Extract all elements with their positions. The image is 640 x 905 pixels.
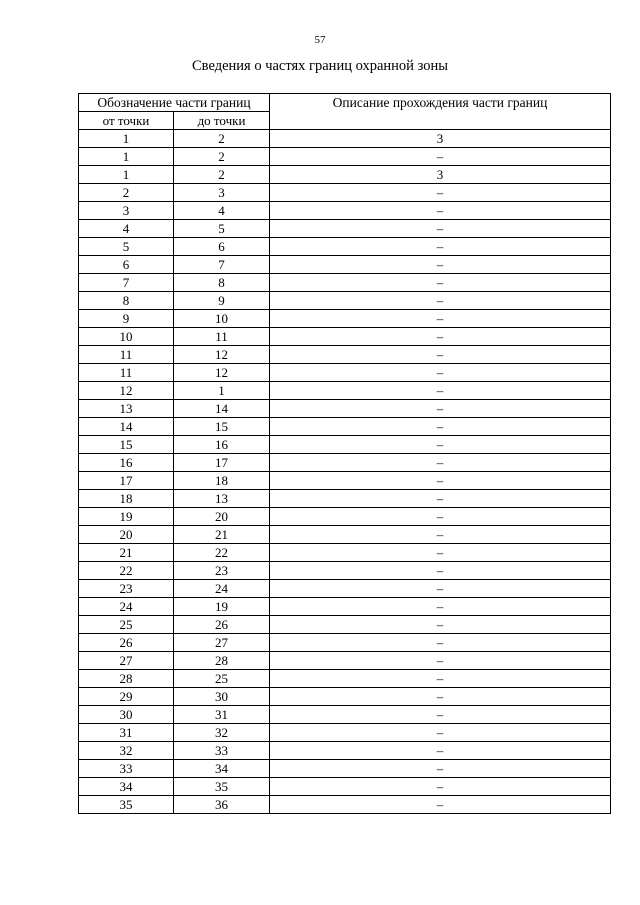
from-point-cell: 6 [79, 256, 174, 274]
description-cell: – [270, 400, 611, 418]
to-point-cell: 22 [174, 544, 270, 562]
table-row [79, 148, 611, 166]
to-point-cell: 9 [174, 292, 270, 310]
to-point-cell: 6 [174, 238, 270, 256]
table-row [79, 274, 611, 292]
table-body [79, 130, 611, 814]
description-cell: 3 [270, 166, 611, 184]
description-cell: – [270, 454, 611, 472]
to-point-cell: 15 [174, 418, 270, 436]
description-cell: – [270, 436, 611, 454]
description-cell: – [270, 508, 611, 526]
table-row [79, 490, 611, 508]
from-point-cell: 25 [79, 616, 174, 634]
table-row [79, 184, 611, 202]
header-boundary-description: Описание прохождения части границ [270, 94, 611, 130]
table-row [79, 652, 611, 670]
table-row [79, 238, 611, 256]
from-point-cell: 9 [79, 310, 174, 328]
to-point-cell: 34 [174, 760, 270, 778]
description-cell: – [270, 490, 611, 508]
to-point-cell: 8 [174, 274, 270, 292]
description-cell: – [270, 760, 611, 778]
to-point-cell: 16 [174, 436, 270, 454]
from-point-cell: 24 [79, 598, 174, 616]
description-cell: – [270, 148, 611, 166]
from-point-cell: 5 [79, 238, 174, 256]
description-cell: – [270, 346, 611, 364]
description-cell: – [270, 796, 611, 814]
description-cell: – [270, 670, 611, 688]
description-cell: – [270, 706, 611, 724]
header-from-point: от точки [79, 112, 174, 130]
to-point-cell: 12 [174, 346, 270, 364]
description-cell: – [270, 742, 611, 760]
from-point-cell: 33 [79, 760, 174, 778]
description-cell: – [270, 616, 611, 634]
to-point-cell: 30 [174, 688, 270, 706]
to-point-cell: 3 [174, 184, 270, 202]
to-point-cell: 5 [174, 220, 270, 238]
table-row [79, 796, 611, 814]
table-row [79, 310, 611, 328]
from-point-cell: 21 [79, 544, 174, 562]
table-row [79, 760, 611, 778]
table-row [79, 562, 611, 580]
to-point-cell: 10 [174, 310, 270, 328]
from-point-cell: 1 [79, 166, 174, 184]
description-cell: – [270, 544, 611, 562]
table-row [79, 256, 611, 274]
to-point-cell: 2 [174, 148, 270, 166]
to-point-cell: 20 [174, 508, 270, 526]
from-point-cell: 22 [79, 562, 174, 580]
table-row [79, 436, 611, 454]
to-point-cell: 32 [174, 724, 270, 742]
from-point-cell: 30 [79, 706, 174, 724]
to-point-cell: 28 [174, 652, 270, 670]
to-point-cell: 17 [174, 454, 270, 472]
description-cell: – [270, 580, 611, 598]
description-cell: – [270, 526, 611, 544]
from-point-cell: 28 [79, 670, 174, 688]
to-point-cell: 13 [174, 490, 270, 508]
from-point-cell: 1 [79, 148, 174, 166]
table-row [79, 328, 611, 346]
from-point-cell: 11 [79, 364, 174, 382]
description-cell: – [270, 274, 611, 292]
to-point-cell: 7 [174, 256, 270, 274]
header-boundary-designation: Обозначение части границ [79, 94, 270, 112]
description-cell: – [270, 184, 611, 202]
to-point-cell: 21 [174, 526, 270, 544]
from-point-cell: 27 [79, 652, 174, 670]
description-cell: – [270, 382, 611, 400]
table-row [79, 130, 611, 148]
description-cell: – [270, 220, 611, 238]
page-number: 57 [314, 34, 326, 46]
description-cell: 3 [270, 130, 611, 148]
from-point-cell: 1 [79, 130, 174, 148]
to-point-cell: 19 [174, 598, 270, 616]
to-point-cell: 2 [174, 130, 270, 148]
from-point-cell: 32 [79, 742, 174, 760]
description-cell: – [270, 292, 611, 310]
description-cell: – [270, 238, 611, 256]
from-point-cell: 12 [79, 382, 174, 400]
from-point-cell: 15 [79, 436, 174, 454]
description-cell: – [270, 310, 611, 328]
to-point-cell: 2 [174, 166, 270, 184]
description-cell: – [270, 778, 611, 796]
table-row [79, 688, 611, 706]
table-row [79, 742, 611, 760]
table-row [79, 724, 611, 742]
from-point-cell: 20 [79, 526, 174, 544]
table-row [79, 544, 611, 562]
table-row [79, 202, 611, 220]
from-point-cell: 18 [79, 490, 174, 508]
table-row [79, 706, 611, 724]
to-point-cell: 33 [174, 742, 270, 760]
description-cell: – [270, 688, 611, 706]
to-point-cell: 1 [174, 382, 270, 400]
to-point-cell: 27 [174, 634, 270, 652]
table-row [79, 418, 611, 436]
description-cell: – [270, 256, 611, 274]
header-to-point: до точки [174, 112, 270, 130]
from-point-cell: 3 [79, 202, 174, 220]
description-cell: – [270, 724, 611, 742]
from-point-cell: 17 [79, 472, 174, 490]
from-point-cell: 23 [79, 580, 174, 598]
from-point-cell: 13 [79, 400, 174, 418]
from-point-cell: 34 [79, 778, 174, 796]
from-point-cell: 7 [79, 274, 174, 292]
description-cell: – [270, 472, 611, 490]
to-point-cell: 25 [174, 670, 270, 688]
table-row [79, 220, 611, 238]
table-row [79, 526, 611, 544]
from-point-cell: 31 [79, 724, 174, 742]
from-point-cell: 14 [79, 418, 174, 436]
description-cell: – [270, 202, 611, 220]
table-row [79, 400, 611, 418]
from-point-cell: 29 [79, 688, 174, 706]
description-cell: – [270, 328, 611, 346]
to-point-cell: 26 [174, 616, 270, 634]
from-point-cell: 19 [79, 508, 174, 526]
from-point-cell: 2 [79, 184, 174, 202]
description-cell: – [270, 634, 611, 652]
table-row [79, 346, 611, 364]
description-cell: – [270, 652, 611, 670]
from-point-cell: 10 [79, 328, 174, 346]
table-row [79, 778, 611, 796]
table-row [79, 454, 611, 472]
to-point-cell: 31 [174, 706, 270, 724]
to-point-cell: 24 [174, 580, 270, 598]
table-row [79, 598, 611, 616]
from-point-cell: 16 [79, 454, 174, 472]
description-cell: – [270, 418, 611, 436]
table-row [79, 166, 611, 184]
to-point-cell: 4 [174, 202, 270, 220]
table-row [79, 634, 611, 652]
to-point-cell: 23 [174, 562, 270, 580]
table-row [79, 580, 611, 598]
from-point-cell: 26 [79, 634, 174, 652]
table-row [79, 670, 611, 688]
table-row [79, 292, 611, 310]
table-row [79, 382, 611, 400]
table-header [79, 94, 611, 130]
document-title: Сведения о частях границ охранной зоны [192, 58, 448, 74]
table-row [79, 364, 611, 382]
to-point-cell: 36 [174, 796, 270, 814]
from-point-cell: 4 [79, 220, 174, 238]
to-point-cell: 18 [174, 472, 270, 490]
description-cell: – [270, 562, 611, 580]
table-row [79, 472, 611, 490]
from-point-cell: 8 [79, 292, 174, 310]
description-cell: – [270, 364, 611, 382]
to-point-cell: 14 [174, 400, 270, 418]
to-point-cell: 12 [174, 364, 270, 382]
to-point-cell: 11 [174, 328, 270, 346]
to-point-cell: 35 [174, 778, 270, 796]
from-point-cell: 35 [79, 796, 174, 814]
table-row [79, 616, 611, 634]
from-point-cell: 11 [79, 346, 174, 364]
description-cell: – [270, 598, 611, 616]
boundary-parts-table [78, 93, 611, 814]
table-row [79, 508, 611, 526]
